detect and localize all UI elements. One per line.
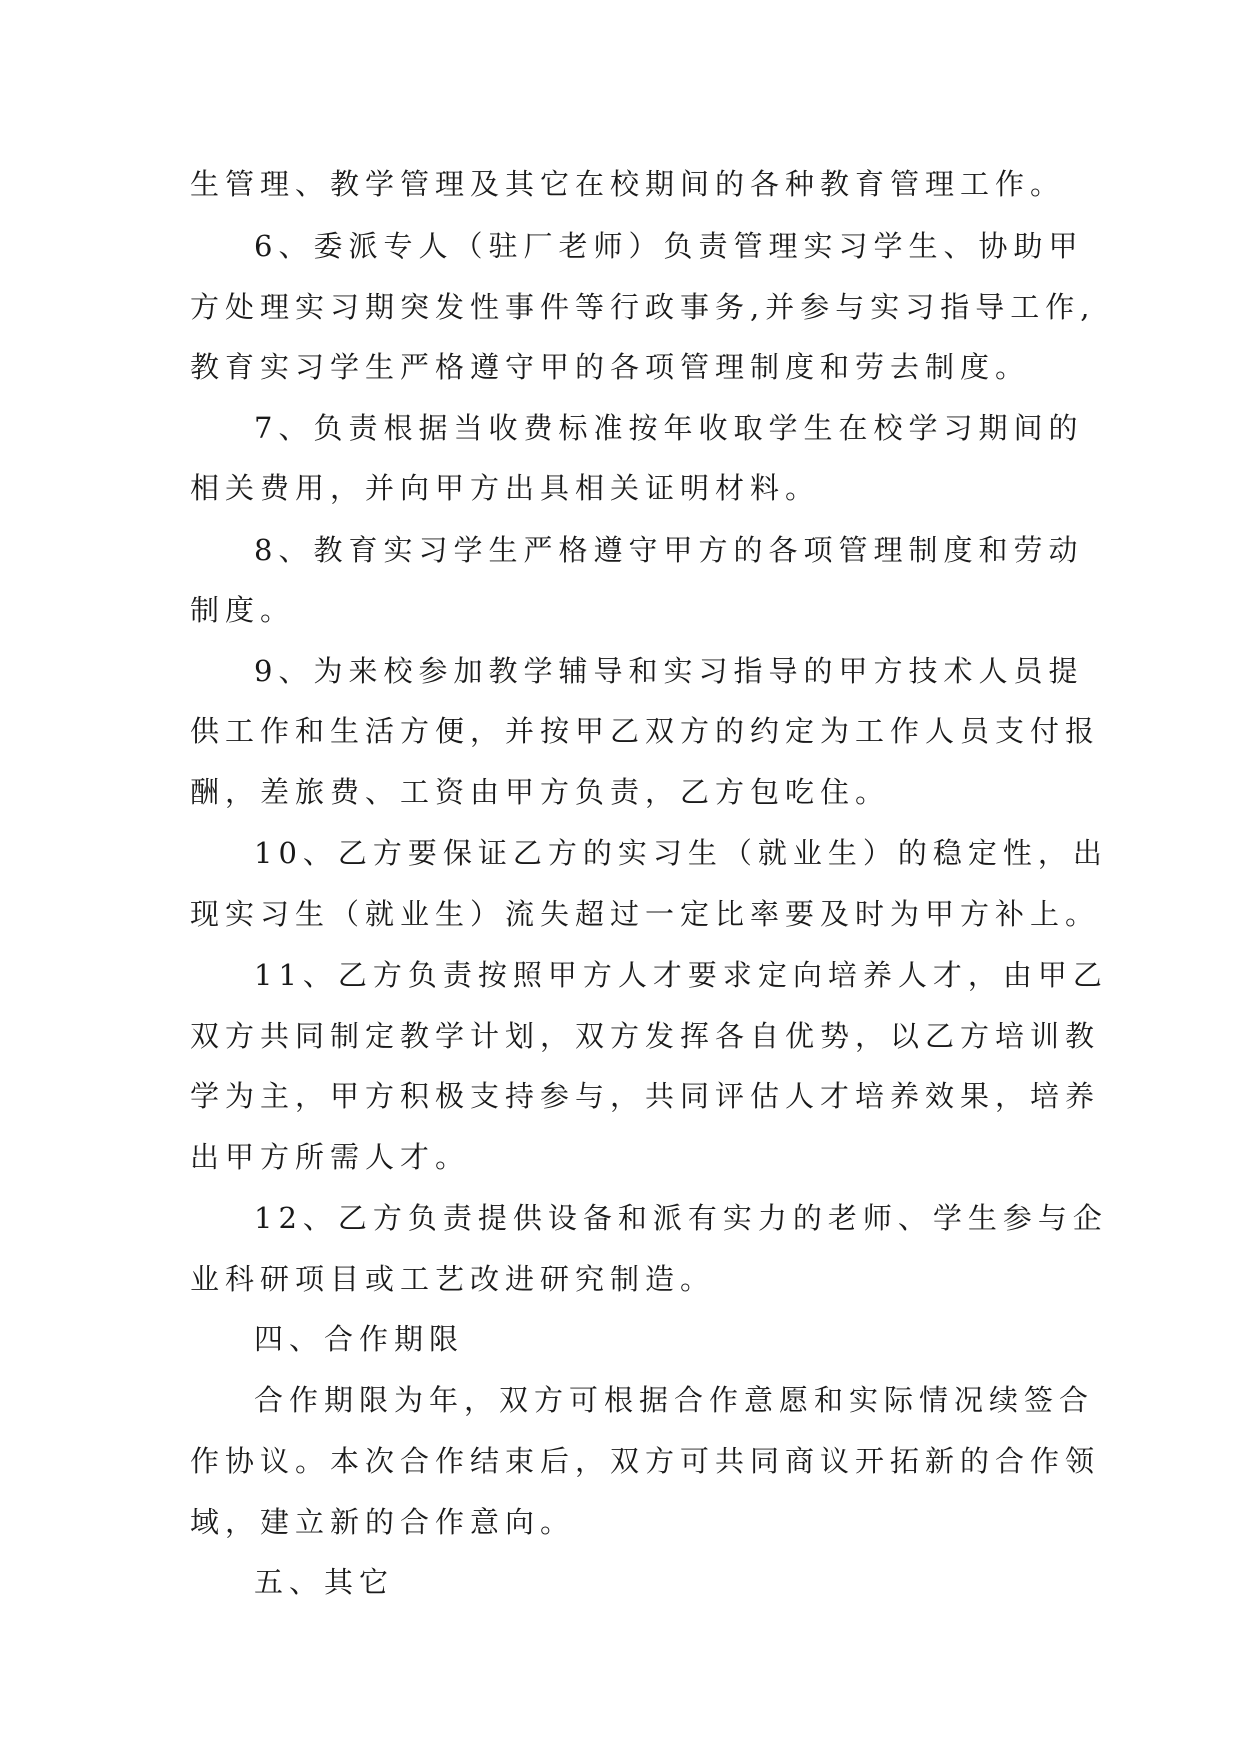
text-line: 制度。 — [190, 593, 296, 627]
text-line: 业科研项目或工艺改进研究制造。 — [190, 1262, 716, 1296]
text-line: 相关费用，并向甲方出具相关证明材料。 — [190, 471, 821, 505]
text-line: 供工作和生活方便，并按甲乙双方的约定为工作人员支付报 — [190, 714, 1101, 748]
text-line: 10、乙方要保证乙方的实习生（就业生）的稳定性，出 — [254, 836, 1108, 870]
text-line: 酬，差旅费、工资由甲方负责，乙方包吃住。 — [190, 775, 891, 809]
text-line: 9、为来校参加教学辅导和实习指导的甲方技术人员提 — [254, 654, 1084, 688]
section-heading: 四、合作期限 — [254, 1322, 465, 1356]
text-line: 12、乙方负责提供设备和派有实力的老师、学生参与企 — [254, 1201, 1108, 1235]
text-line: 双方共同制定教学计划，双方发挥各自优势，以乙方培训教 — [190, 1019, 1101, 1053]
text-line: 方处理实习期突发性事件等行政事务,并参与实习指导工作, — [190, 290, 1096, 324]
text-line: 作协议。本次合作结束后，双方可共同商议开拓新的合作领 — [190, 1444, 1101, 1478]
text-line: 域，建立新的合作意向。 — [190, 1505, 576, 1539]
text-line: 合作期限为年，双方可根据合作意愿和实际情况续签合 — [254, 1383, 1095, 1417]
text-line: 6、委派专人（驻厂老师）负责管理实习学生、协助甲 — [254, 229, 1084, 263]
section-heading: 五、其它 — [254, 1565, 395, 1599]
text-line: 学为主，甲方积极支持参与，共同评估人才培养效果，培养 — [190, 1079, 1101, 1113]
text-line: 7、负责根据当收费标准按年收取学生在校学习期间的 — [254, 411, 1084, 445]
text-line: 11、乙方负责按照甲方人才要求定向培养人才，由甲乙 — [254, 958, 1108, 992]
text-line: 出甲方所需人才。 — [190, 1140, 471, 1174]
text-line: 现实习生（就业生）流失超过一定比率要及时为甲方补上。 — [190, 897, 1101, 931]
text-line: 教育实习学生严格遵守甲的各项管理制度和劳去制度。 — [190, 350, 1031, 384]
text-line: 8、教育实习学生严格遵守甲方的各项管理制度和劳动 — [254, 533, 1084, 567]
text-line: 生管理、教学管理及其它在校期间的各种教育管理工作。 — [190, 167, 1066, 201]
